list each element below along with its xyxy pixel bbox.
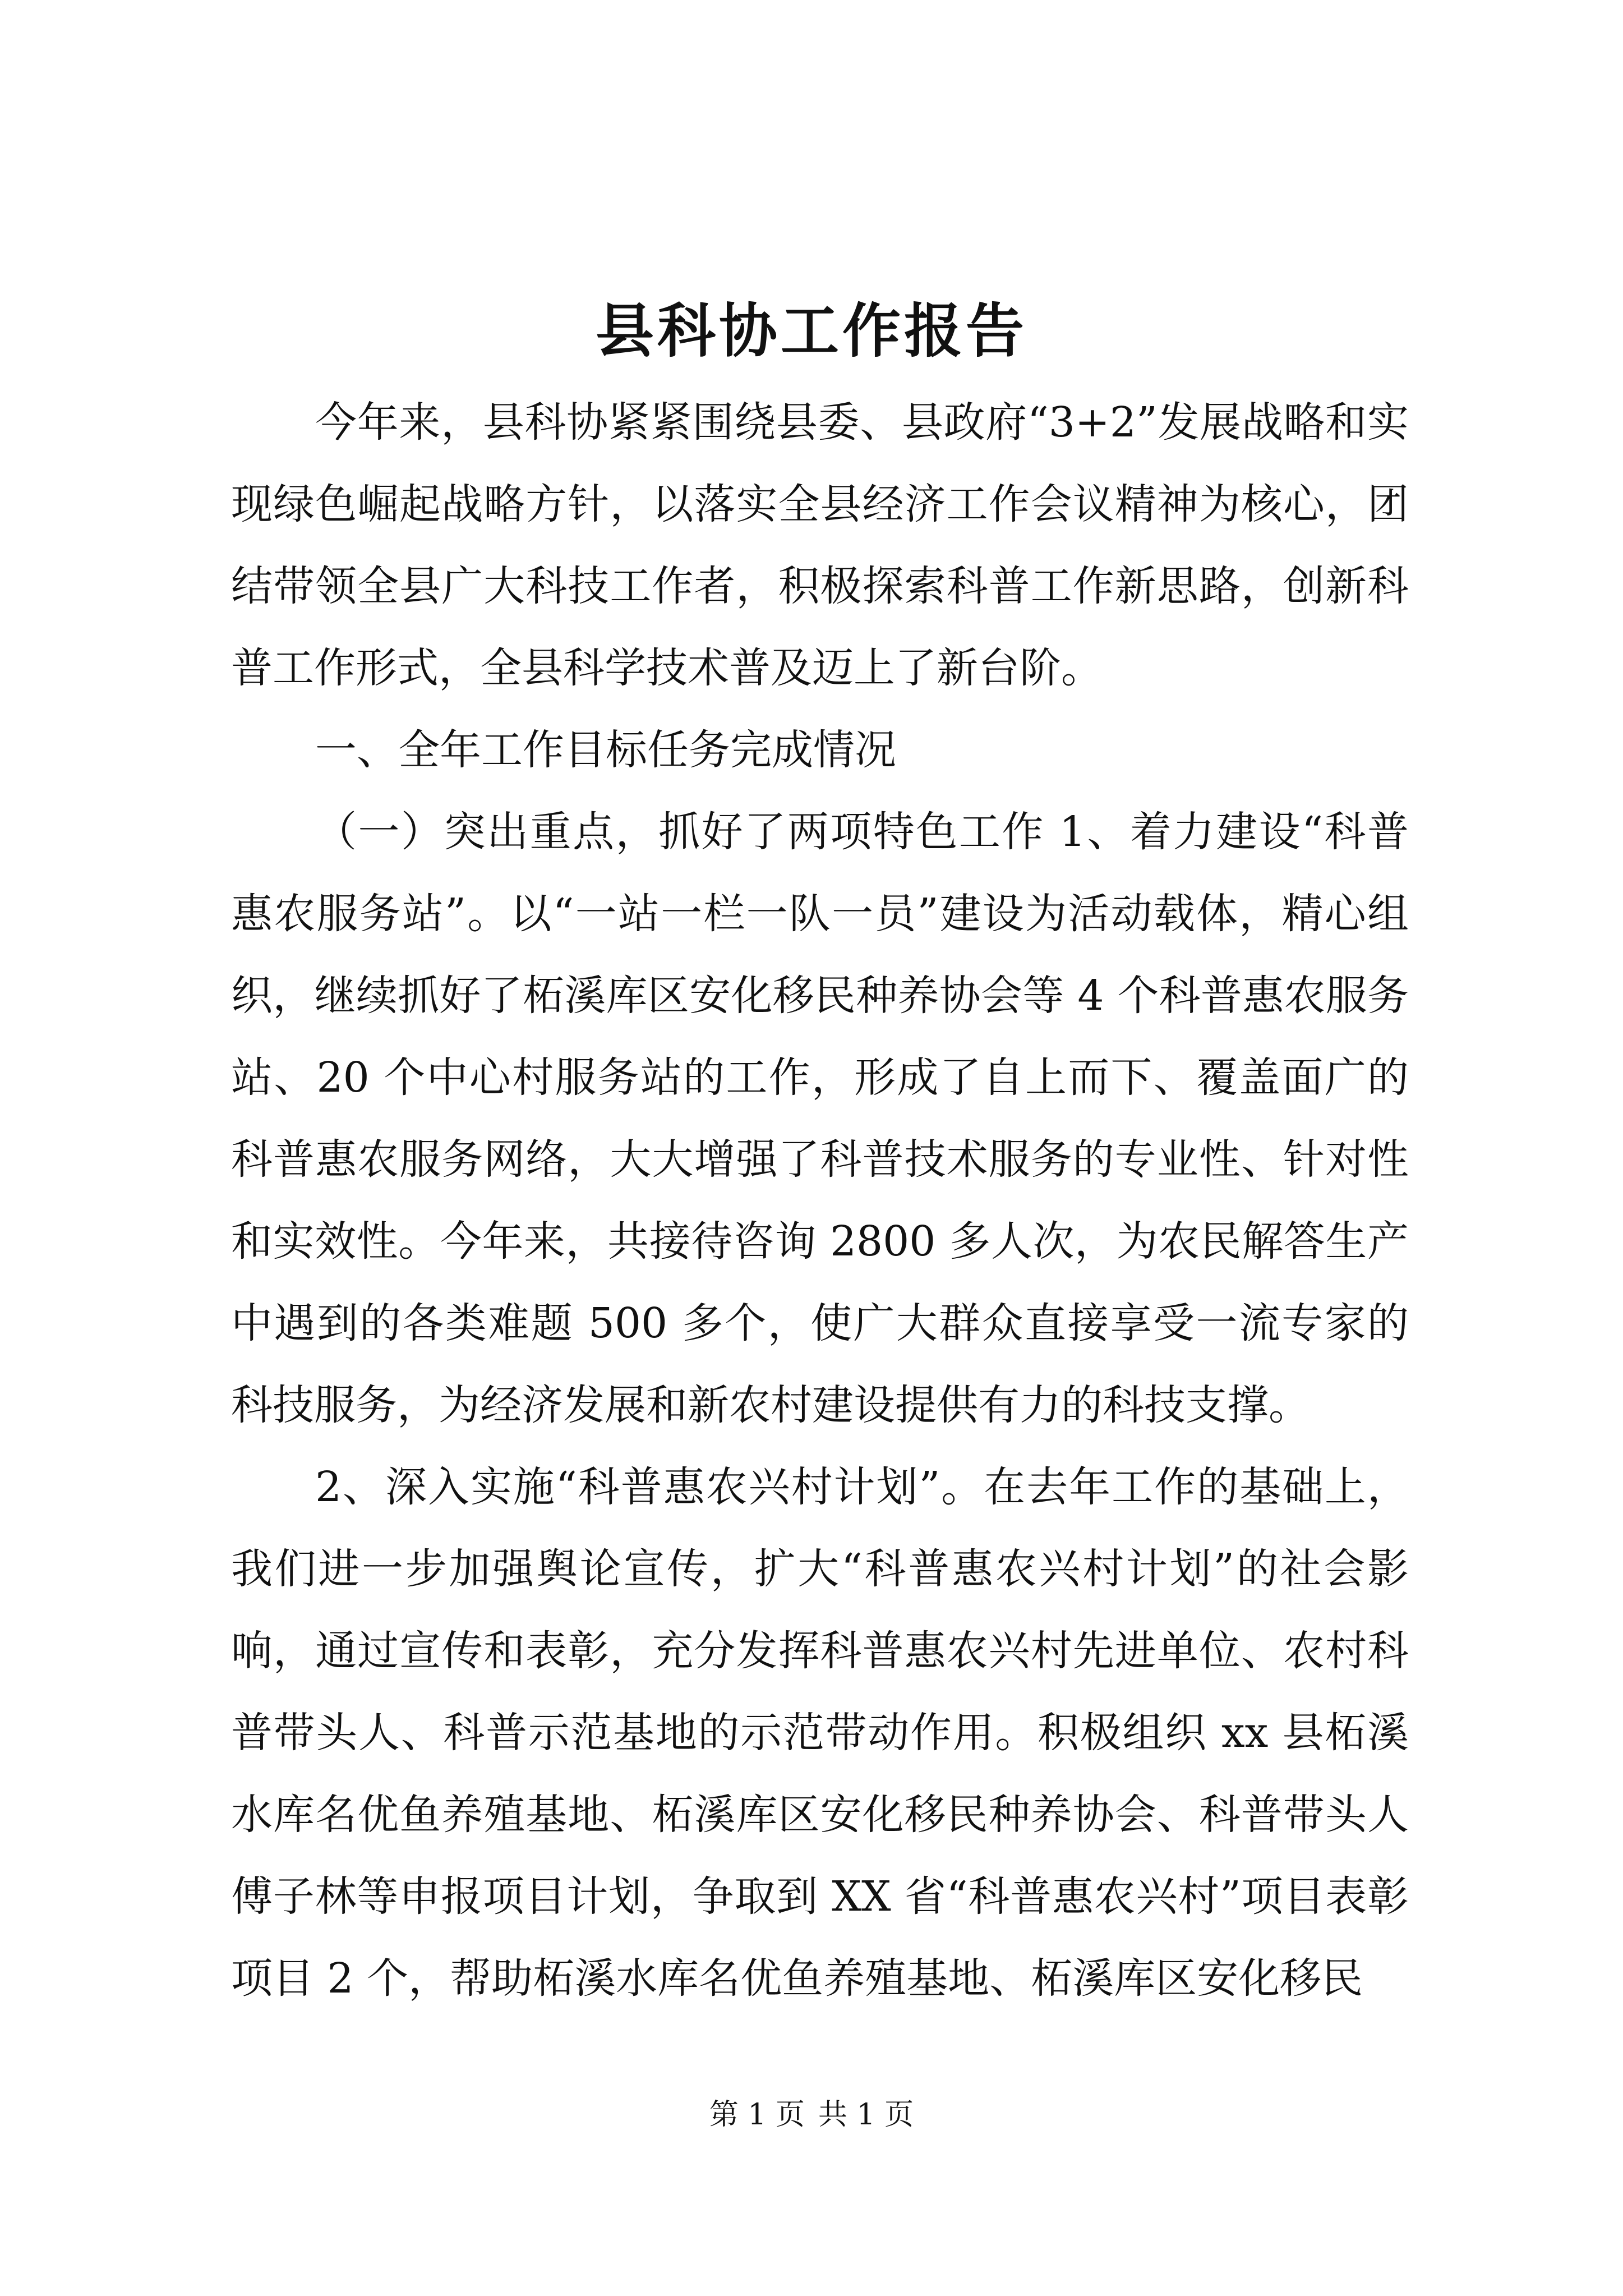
section-heading: 一、全年工作目标任务完成情况 [315,726,896,774]
paragraph-intro: 今年来，县科协紧紧围绕县委、县政府“3+2”发展战略和实现绿色崛起战略方针，以落实全县经济工作会议精神为核心，团结带领全县广大科技工作者，积极探索科普工作新思路，创新科普工作形式，全县科学技术普及迈上了新台阶。 [231,398,1409,692]
paragraph-service-station: （一）突出重点，抓好了两项特色工作 1、着力建设“科普惠农服务站”。以“一站一栏一队一员”建设为活动载体，精心组织，继续抓好了柘溪库区安化移民种养协会等 4 个科普惠农服务站、20 个中心村服务站的工作，形成了自上而下、覆盖面广的科普惠农服务网络，大大增强了科普技术服务的专业性、针对性和实效性。今年来，共接待咨询 2800 多人次，为农民解答生产中遇到的各类难题 500 多个，使广大群众直接享受一流专家的科技服务，为经济发展和新农村建设提供有力的科技支撑。 [231,808,1409,1429]
page-footer [0,2092,1623,2137]
page-number: 第 1 页 [709,2098,805,2132]
document-title: 县科协工作报告 [595,296,1027,365]
page-total: 共 1 页 [818,2098,914,2132]
paragraph-village-plan: 2、深入实施“科普惠农兴村计划”。在去年工作的基础上，我们进一步加强舆论宣传，扩大“科普惠农兴村计划”的社会影响，通过宣传和表彰，充分发挥科普惠农兴村先进单位、农村科普带头人、科普示范基地的示范带动作用。积极组织 xx 县柘溪水库名优鱼养殖基地、柘溪库区安化移民种养协会、科普带头人傅子林等申报项目计划，争取到 XX 省“科普惠农兴村”项目表彰项目 2 个，帮助柘溪水库名优鱼养殖基地、柘溪库区安化移民 [231,1463,1409,2003]
document-body [231,381,1409,2019]
